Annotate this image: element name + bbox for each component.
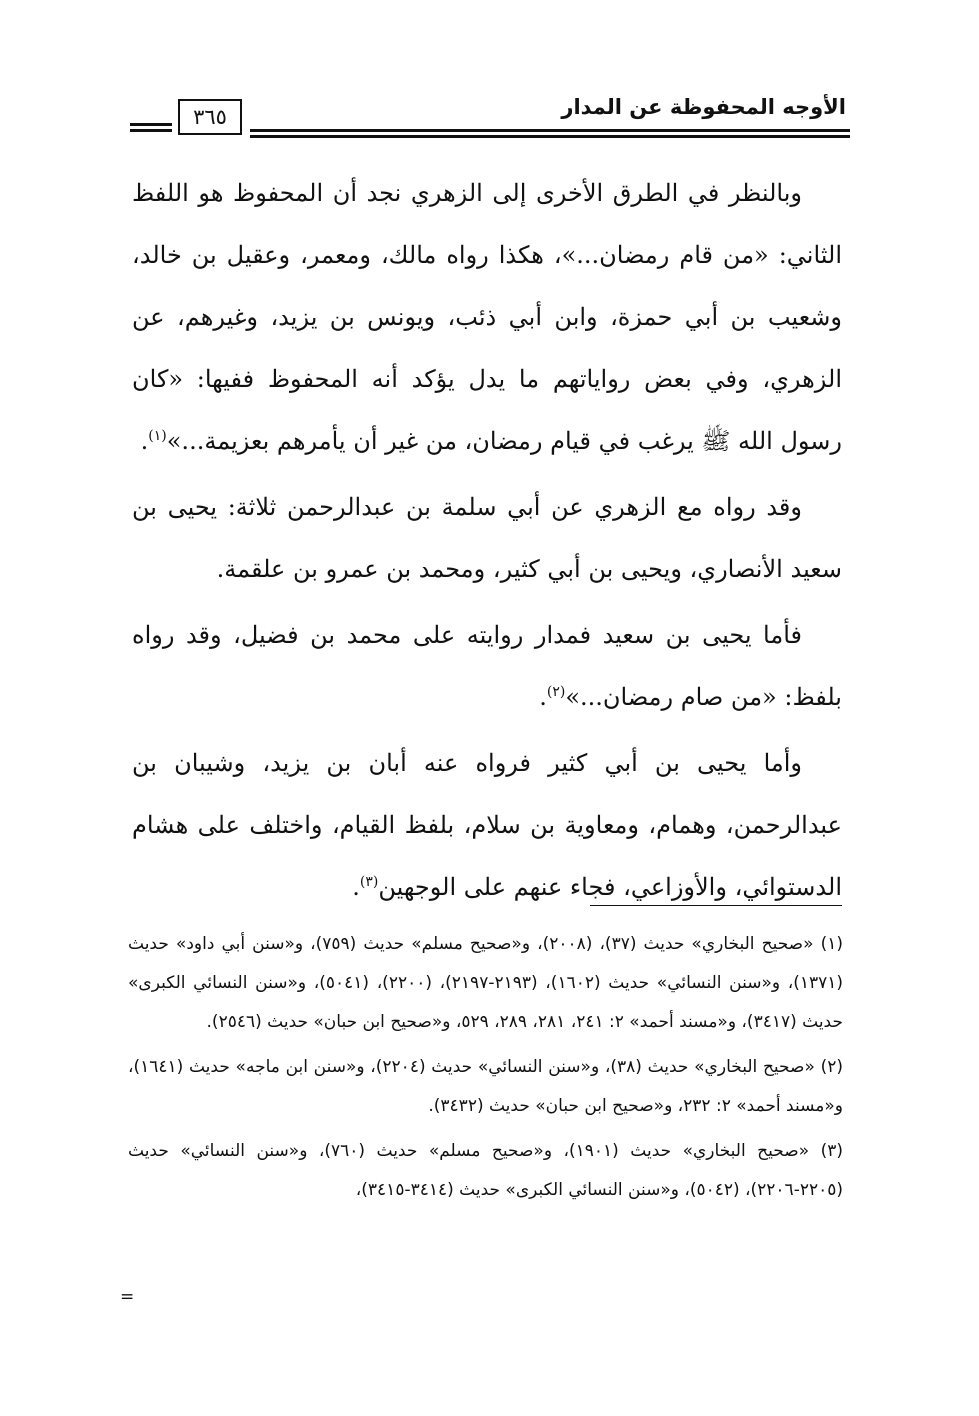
page-number: ٣٦٥ xyxy=(178,99,242,135)
running-title: الأوجه المحفوظة عن المدار xyxy=(561,95,846,119)
footnote-separator xyxy=(590,905,842,906)
footnote: (١) «صحيح البخاري» حديث (٣٧)، (٢٠٠٨)، و«صحيح مسلم» حديث (٧٥٩)، و«سنن أبي داود» حديث (١٣٧١)، و«سنن النسائي» حديث (١٦٠٢)، (٢١٩٣-٢١٩٧)، (٢٢٠٠)، (٥٠٤١)، و«سنن النسائي الكبرى» حديث (٣٤١٧)، و«مسند أحمد» ٢: ٢٤١، ٢٨١، ٢٨٩، ٥٢٩، و«صحيح ابن حبان» حديث (٢٥٤٦). xyxy=(128,934,844,1032)
footnote-ref: (١) xyxy=(148,428,167,444)
footnote-ref: (٢) xyxy=(546,684,566,700)
paragraph: وقد رواه مع الزهري عن أبي سلمة بن عبدالرحمن ثلاثة: يحيى بن سعيد الأنصاري، ويحيى بن أبي كثير، ومحمد بن عمرو بن علقمة. xyxy=(132,493,842,583)
header-rule xyxy=(250,129,850,132)
paragraph: وأما يحيى بن أبي كثير فرواه عنه أبان بن يزيد، وشيبان بن عبدالرحمن، وهمام، ومعاوية بن سلام، بلفظ القيام، واختلف على هشام الدستوائي، والأوزاعي، فجاء عنهم على الوجهين$^{(٣)}$. xyxy=(132,749,842,901)
continuation-mark: = xyxy=(120,1287,135,1307)
footnote: (٣) «صحيح البخاري» حديث (١٩٠١)، و«صحيح مسلم» حديث (٧٦٠)، و«سنن النسائي» حديث (٢٢٠٥-٢٢٠٦)، (٥٠٤٢)، و«سنن النسائي الكبرى» حديث (٣٤١٤-٣٤١٥)، xyxy=(128,1141,843,1200)
header-rule-short xyxy=(130,123,172,126)
header-rule-short xyxy=(130,129,172,132)
paragraph: وبالنظر في الطرق الأخرى إلى الزهري نجد أن المحفوظ هو اللفظ الثاني: «من قام رمضان...»، هكذا رواه مالك، ومعمر، وعقيل بن خالد، وشعيب بن أبي حمزة، وابن أبي ذئب، ويونس بن يزيد، وغيرهم، عن الزهري، وفي بعض رواياتهم ما يدل يؤكد أنه المحفوظ ففيها: «كان رسول الله ﷺ يرغب في قيام رمضان، من غير أن يأمرهم بعزيمة...»$^{(١)}$. xyxy=(132,179,842,455)
footnotes xyxy=(128,925,843,1216)
header-rule xyxy=(250,135,850,138)
footnote-ref: (٣) xyxy=(359,874,379,890)
main-text xyxy=(132,162,842,922)
page-header xyxy=(130,95,850,155)
footnote: (٢) «صحيح البخاري» حديث (٣٨)، و«سنن النسائي» حديث (٢٢٠٤)، و«سنن ابن ماجه» حديث (١٦٤١)، و«مسند أحمد» ٢: ٢٣٢، و«صحيح ابن حبان» حديث (٣٤٣٢). xyxy=(128,1057,843,1116)
paragraph: فأما يحيى بن سعيد فمدار روايته على محمد بن فضيل، وقد رواه بلفظ: «من صام رمضان...»$^{(٢)}$. xyxy=(132,621,842,711)
